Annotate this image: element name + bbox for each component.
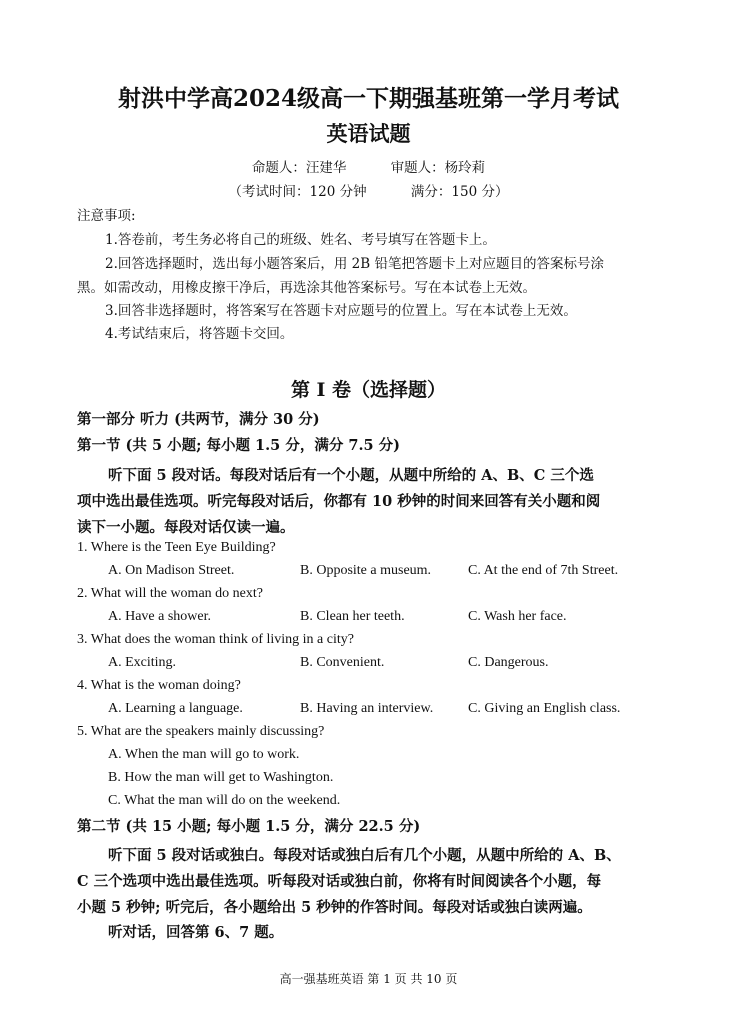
q3-option-c: C. Dangerous.: [468, 655, 549, 670]
q2-option-c: C. Wash her face.: [468, 609, 567, 624]
exam-title: 射洪中学高2024级高一下期强基班第一学月考试: [117, 85, 619, 112]
note-item-4: 4.考试结束后，将答题卡交回。: [105, 326, 294, 342]
part-heading: 第一部分 听力 (共两节，满分 30 分): [77, 411, 320, 428]
listen-prompt: 听对话，回答第 6、7 题。: [108, 924, 284, 941]
q2-option-a: A. Have a shower.: [108, 609, 212, 624]
notes-heading: 注意事项:: [77, 208, 136, 224]
volume-title: 第 I 卷（选择题）: [290, 379, 447, 401]
section2-instr-line-2: C 三个选项中选出最佳选项。听每段对话或独白前，你将有时间阅读各个小题，每: [77, 873, 602, 890]
section2-instr-line-1: 听下面 5 段对话或独白。每段对话或独白后有几个小题，从题中所给的 A、B、: [108, 847, 621, 864]
q4-option-a: A. Learning a language.: [108, 701, 243, 716]
section2-heading: 第二节 (共 15 小题; 每小题 1.5 分，满分 22.5 分): [77, 818, 421, 835]
exam-info-line: [0, 180, 737, 200]
section1-heading: 第一节 (共 5 小题; 每小题 1.5 分，满分 7.5 分): [77, 437, 400, 454]
note-item-2-line-1: 2.回答选择题时，选出每小题答案后，用 2B 铅笔把答题卡上对应题目的答案标号涂: [105, 256, 604, 272]
note-item-2-line-2: 黑。如需改动，用橡皮擦干净后，再选涂其他答案标号。写在本试卷上无效。: [77, 280, 536, 296]
q1-option-b: B. Opposite a museum.: [300, 563, 432, 578]
q3-option-a: A. Exciting.: [108, 655, 177, 670]
q5-option-b: B. How the man will get to Washington.: [108, 770, 334, 785]
question-1: 1. Where is the Teen Eye Building?: [77, 540, 276, 555]
section1-instr-line-3: 读下一小题。每段对话仅读一遍。: [77, 519, 295, 536]
exam-score: 满分：150 分）: [410, 184, 509, 200]
q4-option-c: C. Giving an English class.: [468, 701, 621, 716]
q3-option-b: B. Convenient.: [300, 655, 385, 670]
note-item-3: 3.回答非选择题时，将答案写在答题卡对应题号的位置上。写在本试卷上无效。: [105, 303, 577, 319]
question-5: 5. What are the speakers mainly discussing?: [77, 724, 325, 739]
authors-line: [0, 156, 737, 176]
q2-option-b: B. Clean her teeth.: [300, 609, 405, 624]
q4-option-b: B. Having an interview.: [300, 701, 434, 716]
q1-option-a: A. On Madison Street.: [108, 563, 235, 578]
note-item-1: 1.答卷前，考生务必将自己的班级、姓名、考号填写在答题卡上。: [105, 232, 496, 248]
q5-option-a: A. When the man will go to work.: [108, 747, 300, 762]
section1-instr-line-2: 项中选出最佳选项。听完每段对话后，你都有 10 秒钟的时间来回答有关小题和阅: [77, 493, 601, 510]
section1-instr-line-1: 听下面 5 段对话。每段对话后有一个小题，从题中所给的 A、B、C 三个选: [108, 467, 594, 484]
reviewer: 审题人：杨玲莉: [390, 160, 486, 176]
page-footer: 高一强基班英语 第 1 页 共 10 页: [279, 972, 458, 986]
exam-subtitle: 英语试题: [326, 121, 411, 146]
setter: 命题人：汪建华: [251, 160, 347, 176]
exam-time: （考试时间：120 分钟: [228, 184, 367, 200]
question-4: 4. What is the woman doing?: [77, 678, 241, 693]
q1-option-c: C. At the end of 7th Street.: [468, 563, 619, 578]
question-3: 3. What does the woman think of living in a city?: [77, 632, 354, 647]
section2-instr-line-3: 小题 5 秒钟; 听完后，各小题给出 5 秒钟的作答时间。每段对话或独白读两遍。: [77, 899, 592, 916]
question-2: 2. What will the woman do next?: [77, 586, 263, 601]
q5-option-c: C. What the man will do on the weekend.: [108, 793, 341, 808]
